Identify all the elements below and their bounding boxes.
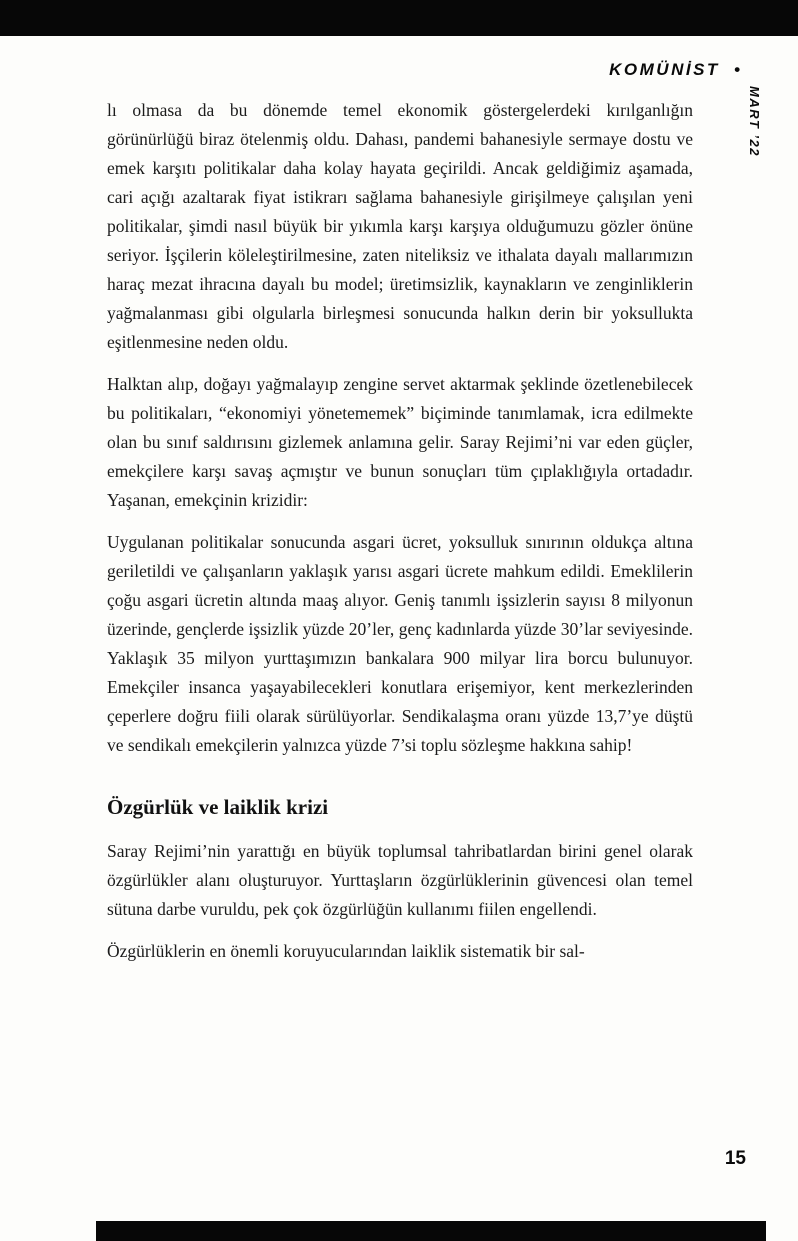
paragraph: Halktan alıp, doğayı yağmalayıp zengine servet aktarmak şeklinde özetlenebilecek bu politikaları, “ekonomiyi yönetememek” biçiminde tanımlamak, icra edilmekte olan bu sınıf saldırısını gizlemek anlamına gelir. Saray Rejimi’ni var eden güçler, emekçilere karşı savaş açmıştır ve bunun sonuçları tüm çıplaklığıyla ortadadır. Yaşanan, emekçinin krizidir: — [107, 374, 693, 510]
paragraph: Uygulanan politikalar sonucunda asgari ücret, yoksulluk sınırının oldukça altına geriletildi ve çalışanların yaklaşık yarısı asgari ücrete mahkum edildi. Emeklilerin çoğu asgari ücretin altında maaş alıyor. Geniş tanımlı işsizlerin sayısı 8 milyonun üzerinde, gençlerde işsizlik yüzde 20’ler, genç kadınlarda yüzde 30’lar seviyesinde. Yaklaşık 35 milyon yurttaşımızın bankalara 900 milyar lira borcu bulunuyor. Emekçiler insanca yaşayabilecekleri konutlara erişemiyor, kent merkezlerinden çeperlere doğru fiili olarak sürülüyorlar. Sendikalaşma oranı yüzde 13,7’ye düştü ve sendikalı emekçilerin yalnızca yüzde 7’si toplu sözleşme hakkına sahip! — [107, 532, 693, 755]
paragraph: Özgürlüklerin en önemli koruyucularından laiklik sistematik bir sal- — [107, 941, 585, 961]
masthead — [609, 60, 740, 80]
section-heading: Özgürlük ve laiklik krizi — [107, 795, 329, 819]
masthead-bullet: • — [734, 60, 740, 79]
page-number: 15 — [724, 1148, 746, 1169]
bottom-border-bar — [96, 1221, 766, 1241]
paragraph: Saray Rejimi’nin yarattığı en büyük toplumsal tahribatlardan birini genel olarak özgürlükler alanı oluşturuyor. Yurttaşların özgürlüklerinin güvencesi olan temel sütuna darbe vuruldu, pek çok özgürlüğün kullanımı fiilen engellendi. — [107, 841, 693, 919]
paragraph: lı olmasa da bu dönemde temel ekonomik göstergelerdeki kırılganlığın görünürlüğü biraz ötelenmiş oldu. Dahası, pandemi bahanesiyle sermaye dostu ve emek karşıtı politikalar daha kolay hayata geçirildi. Ancak geldiğimiz aşamada, cari açığı azaltarak fiyat istikrarı sağlama bahanesiyle girişilmeye çalışılan yeni politikalar, şimdi nasıl büyük bir yıkımla karşı karşıya olduğumuzu gözler önüne seriyor. İşçilerin köleleştirilmesine, zaten niteliksiz ve ithalata dayalı mallarımızın haraç mezat ihracına dayalı bu model; üretimsizlik, kaynakların ve zenginliklerin yağmalanması gibi olgularla birleşmesi sonucunda halkın derin bir yoksullukta eşitlenmesine neden oldu. — [107, 100, 693, 352]
article-body — [107, 96, 693, 979]
masthead-title: KOMÜNİST — [609, 60, 720, 79]
top-border-bar — [0, 0, 798, 36]
issue-date-vertical: MART ’22 — [747, 86, 762, 157]
